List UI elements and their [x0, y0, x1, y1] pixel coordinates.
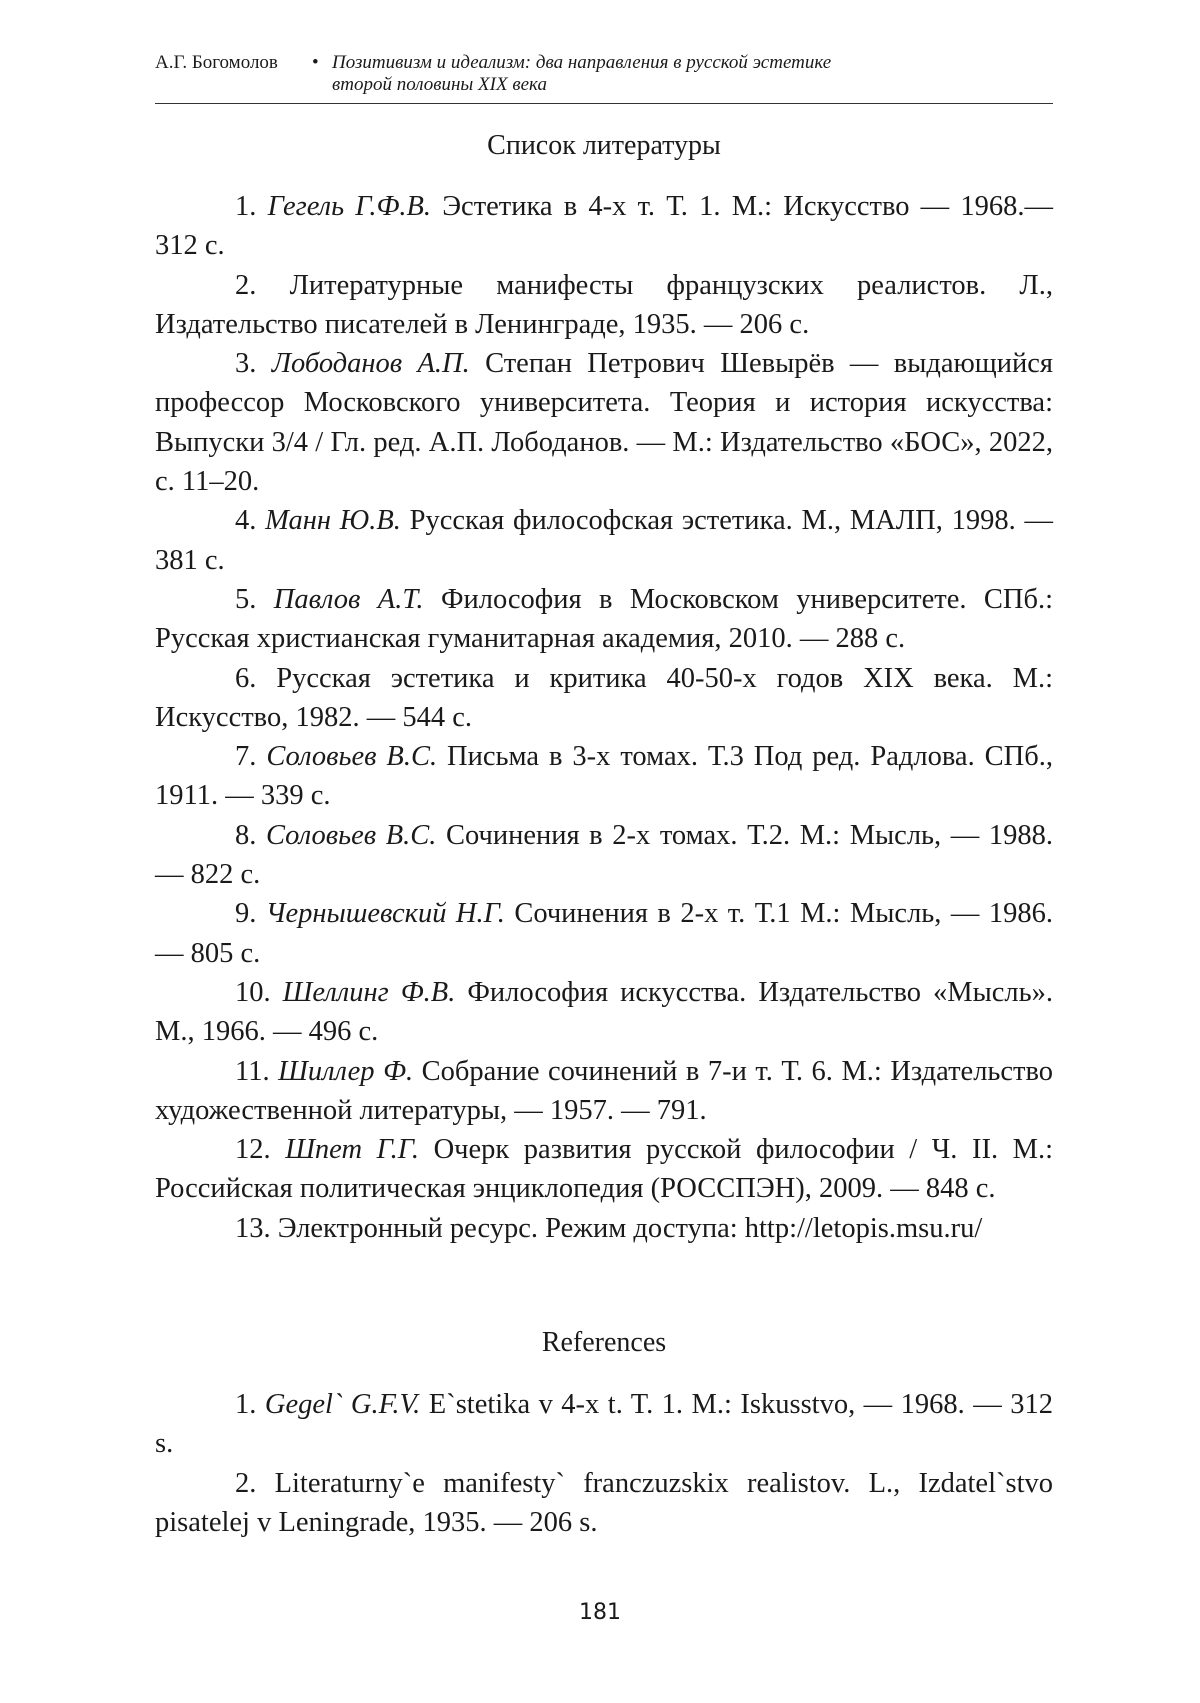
- reference-text: Электронный ресурс. Режим доступа: http://letopis.msu.ru/: [278, 1213, 983, 1244]
- reference-number: 4.: [235, 505, 256, 536]
- reference-number: 3.: [235, 348, 256, 379]
- reference-item: [155, 501, 1053, 580]
- page-number: 181: [0, 1600, 1200, 1625]
- reference-item: [155, 1464, 1053, 1543]
- reference-number: 7.: [235, 741, 256, 772]
- reference-item: [155, 1385, 1053, 1464]
- reference-item: [155, 187, 1053, 266]
- reference-item: [155, 737, 1053, 816]
- reference-number: 1.: [235, 1389, 256, 1420]
- reference-item: [155, 1052, 1053, 1131]
- header-author: А.Г. Богомолов: [155, 52, 278, 74]
- references-list: [155, 1385, 1053, 1542]
- reference-item: [155, 580, 1053, 659]
- reference-author: Гегель Г.Ф.В.: [268, 191, 431, 222]
- reference-number: 11.: [235, 1056, 270, 1087]
- reference-item: [155, 266, 1053, 345]
- reference-text: Собрание сочинений в 7-и т. Т. 6. М.: Издательство художественной литературы, — 1957. — 791.: [155, 1056, 1053, 1126]
- reference-author: Шиллер Ф.: [278, 1056, 413, 1087]
- reference-number: 10.: [235, 977, 271, 1008]
- reference-author: Соловьев В.С.: [266, 741, 437, 772]
- reference-item: [155, 973, 1053, 1052]
- reference-item: [155, 1209, 1053, 1248]
- reference-number: 1.: [235, 191, 256, 222]
- reference-text: Письма в 3-х томах. Т.3 Под ред. Радлова. СПб., 1911. — 339 с.: [155, 741, 1053, 811]
- reference-author: Шпет Г.Г.: [285, 1134, 419, 1165]
- reference-author: Чернышевский Н.Г.: [266, 898, 505, 929]
- references-heading: References: [155, 1327, 1053, 1359]
- reference-author: Соловьев В.С.: [266, 820, 436, 851]
- reference-author: Шеллинг Ф.В.: [283, 977, 456, 1008]
- reference-text: Русская философская эстетика. М., МАЛП, 1998. — 381 с.: [155, 505, 1053, 575]
- bibliography-list: [155, 187, 1053, 1248]
- reference-item: [155, 659, 1053, 738]
- header-separator: •: [312, 52, 319, 74]
- reference-item: [155, 344, 1053, 501]
- reference-text: Литературные манифесты французских реалистов. Л., Издательство писателей в Ленинграде, 1935. — 206 с.: [155, 270, 1053, 340]
- reference-text: Сочинения в 2-х томах. Т.2. М.: Мысль, — 1988. — 822 с.: [155, 820, 1053, 890]
- reference-number: 6.: [235, 663, 256, 694]
- reference-text: Сочинения в 2-х т. Т.1 М.: Мысль, — 1986. — 805 с.: [155, 898, 1053, 968]
- reference-number: 2.: [235, 270, 256, 301]
- reference-text: E`stetika v 4-x t. T. 1. M.: Iskusstvo, — 1968. — 312 s.: [155, 1389, 1053, 1459]
- reference-number: 12.: [235, 1134, 271, 1165]
- reference-text: Русская эстетика и критика 40-50-х годов XIX века. М.: Искусство, 1982. — 544 с.: [155, 663, 1053, 733]
- reference-item: [155, 894, 1053, 973]
- reference-author: Павлов А.Т.: [274, 584, 424, 615]
- header-rule: [155, 103, 1053, 104]
- reference-number: 13.: [235, 1213, 271, 1244]
- reference-number: 8.: [235, 820, 256, 851]
- reference-number: 9.: [235, 898, 256, 929]
- reference-number: 2.: [235, 1468, 256, 1499]
- reference-text: Философия в Московском университете. СПб.: Русская христианская гуманитарная академия, 2010. — 288 с.: [155, 584, 1053, 654]
- reference-author: Манн Ю.В.: [265, 505, 401, 536]
- reference-text: Literaturny`e manifesty` franczuzskix realistov. L., Izdatel`stvo pisatelej v Leningrade, 1935. — 206 s.: [155, 1468, 1053, 1538]
- reference-author: Лободанов А.П.: [272, 348, 470, 379]
- header-title-line-2: второй половины XIX века: [332, 74, 952, 96]
- reference-item: [155, 1130, 1053, 1209]
- reference-item: [155, 816, 1053, 895]
- reference-number: 5.: [235, 584, 256, 615]
- reference-text: Философия искусства. Издательство «Мысль». М., 1966. — 496 с.: [155, 977, 1053, 1047]
- reference-author: Gegel` G.F.V.: [265, 1389, 420, 1420]
- reference-text: Степан Петрович Шевырёв — выдающийся профессор Московского университета. Теория и история искусства: Выпуски 3/4 / Гл. ред. А.П. Лободанов. — М.: Издательство «БОС», 2022, с. 11–20.: [155, 348, 1053, 497]
- reference-text: Эстетика в 4-х т. Т. 1. М.: Искусство — 1968.— 312 с.: [155, 191, 1053, 261]
- header-title-line-1: Позитивизм и идеализм: два направления в русской эстетике: [332, 52, 952, 74]
- header-title: [332, 52, 952, 96]
- reference-text: Очерк развития русской философии / Ч. II. М.: Российская политическая энциклопедия (РОССПЭН), 2009. — 848 с.: [155, 1134, 1053, 1204]
- bibliography-heading: Список литературы: [155, 130, 1053, 162]
